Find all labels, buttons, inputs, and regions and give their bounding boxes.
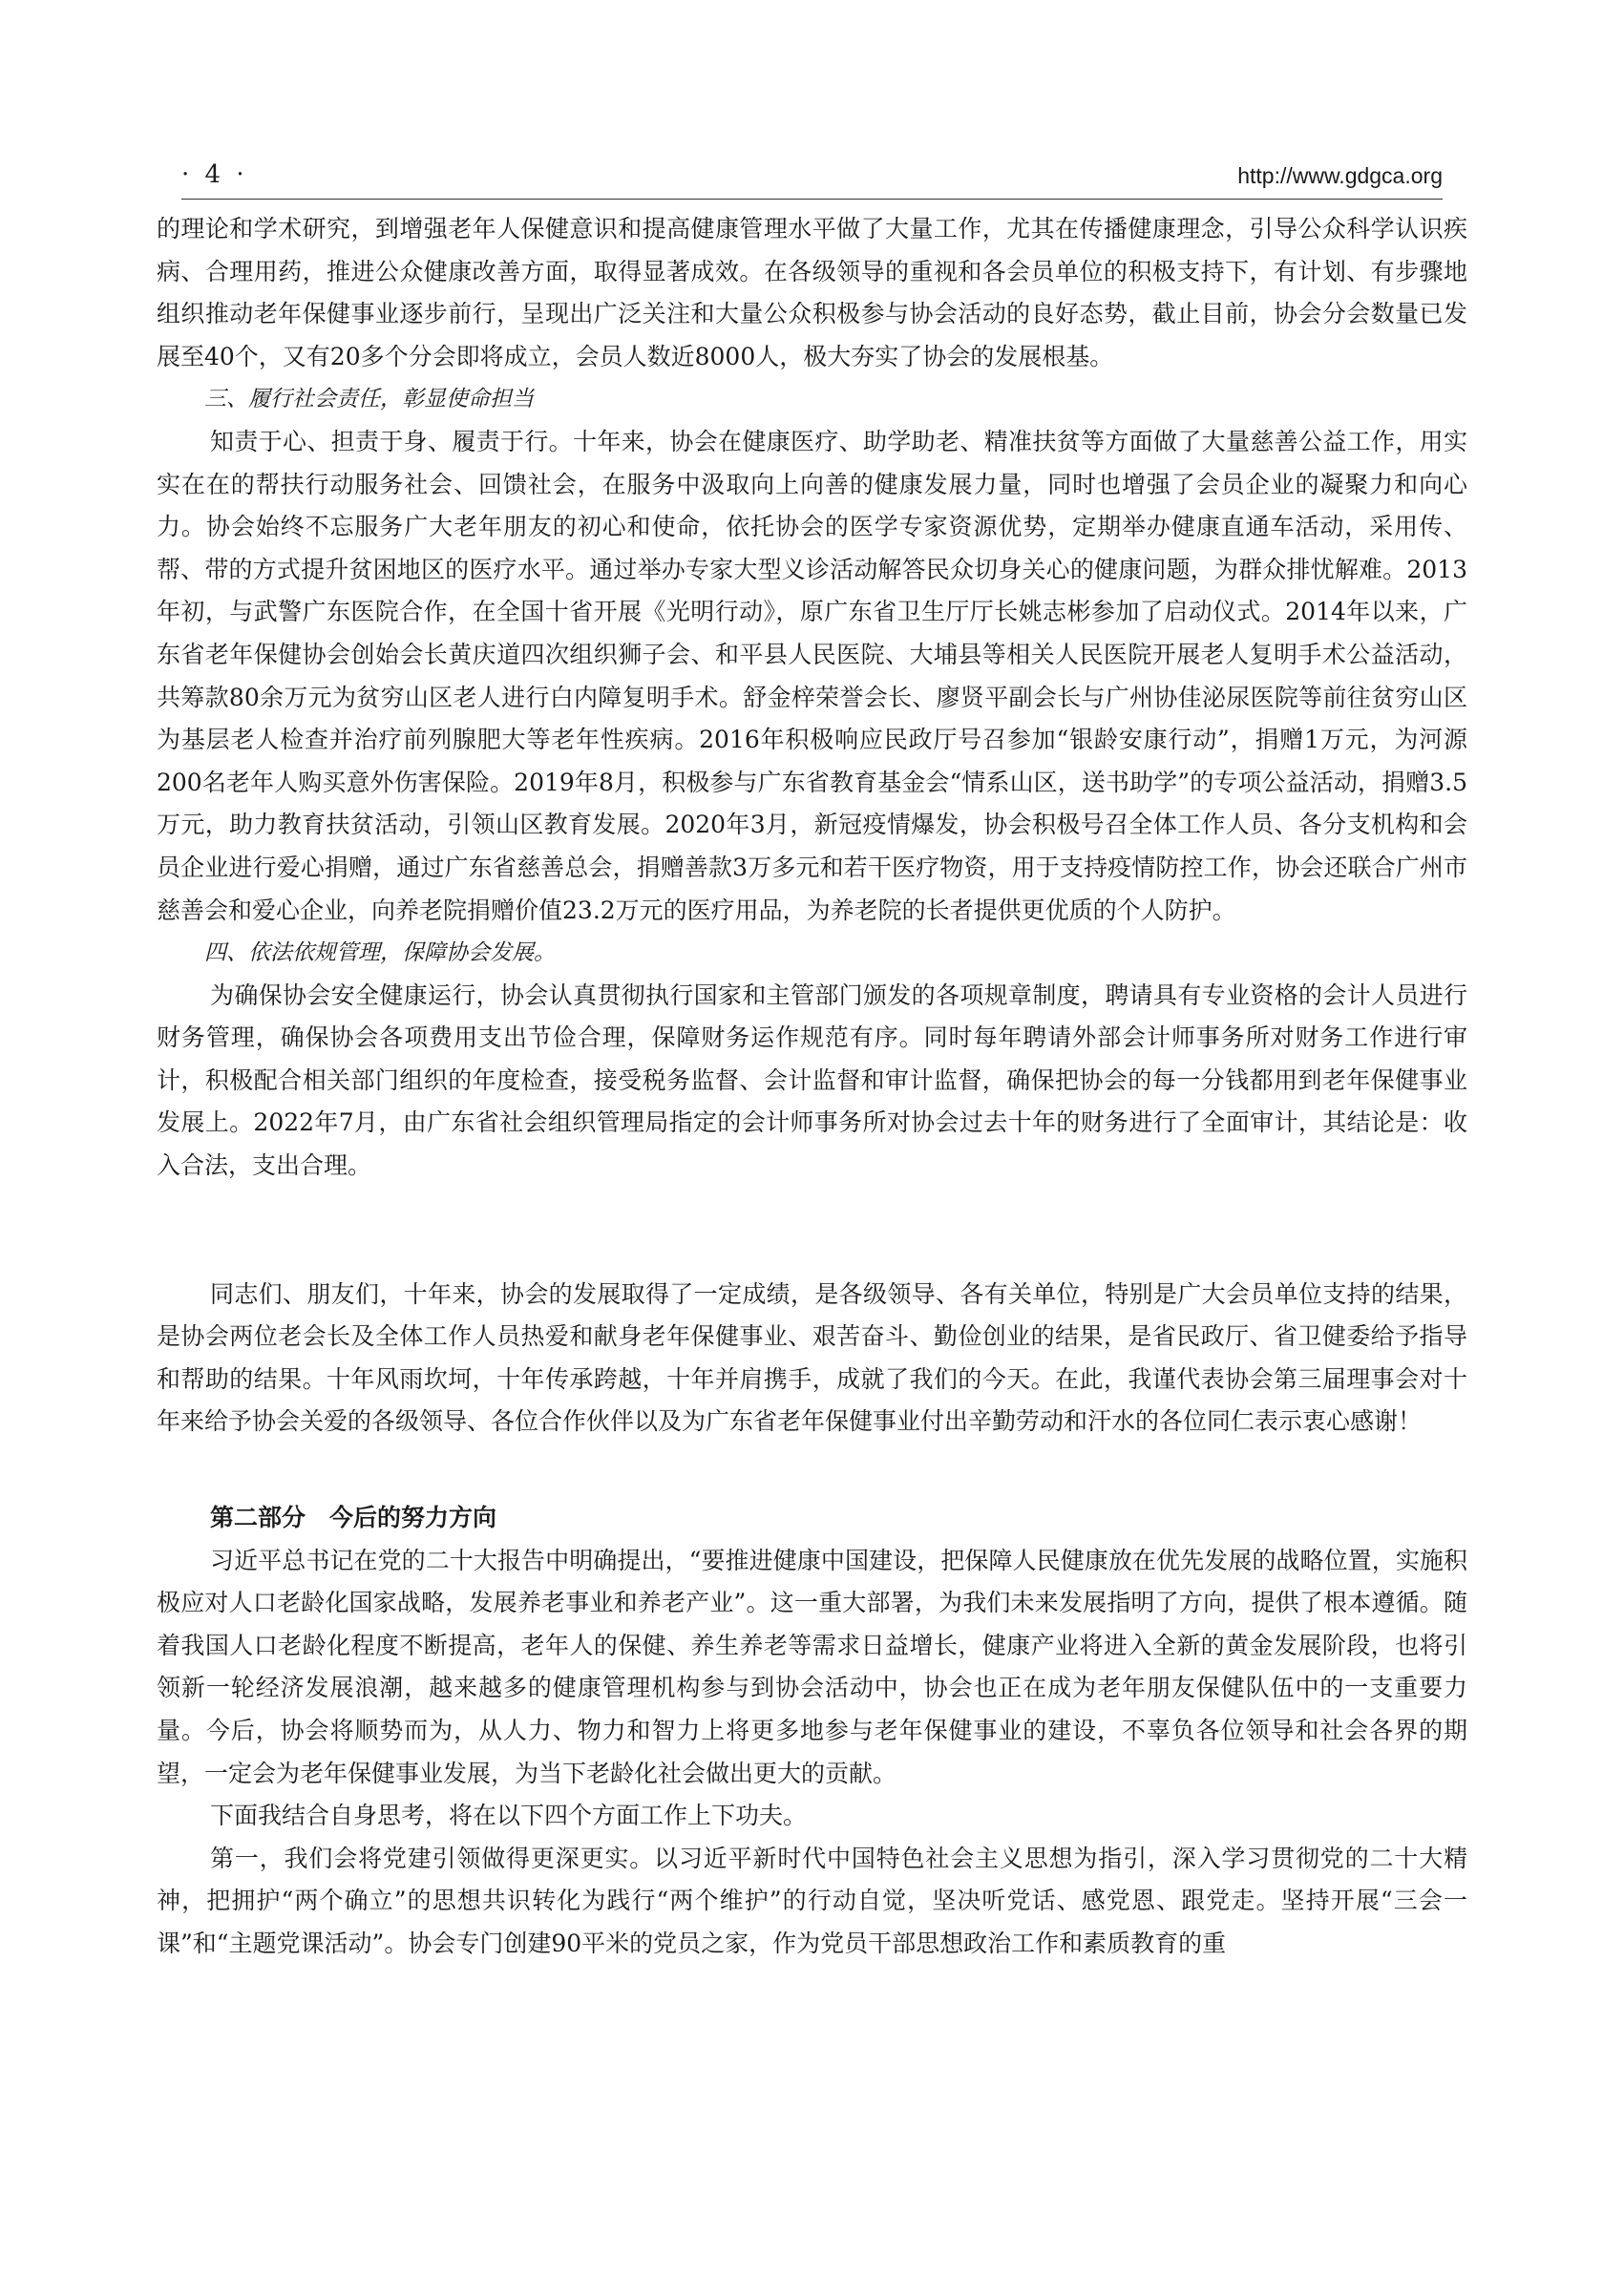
- paragraph-acknowledgement: 同志们、朋友们，十年来，协会的发展取得了一定成绩，是各级领导、各有关单位，特别是广大会员单位支持的结果，是协会两位老会长及全体工作人员热爱和献身老年保健事业、艰苦奋斗、勤俭创业的结果，是省民政厅、省卫健委给予指导和帮助的结果。十年风雨坎坷，十年传承跨越，十年并肩携手，成就了我们的今天。在此，我谨代表协会第三届理事会对十年来给予协会关爱的各级领导、各位合作伙伴以及为广东省老年保健事业付出辛勤劳动和汗水的各位同仁表示衷心感谢！: [157, 1279, 1467, 1436]
- article-body: [157, 208, 1467, 1966]
- paragraph-social-responsibility: 知责于心、担责于身、履责于行。十年来，协会在健康医疗、助学助老、精准扶贫等方面做了大量慈善公益工作，用实实在在的帮扶行动服务社会、回馈社会，在服务中汲取向上向善的健康发展力量，同时也增强了会员企业的凝聚力和向心力。协会始终不忘服务广大老年朋友的初心和使命，依托协会的医学专家资源优势，定期举办健康直通车活动，采用传、帮、带的方式提升贫困地区的医疗水平。通过举办专家大型义诊活动解答民众切身关心的健康问题，为群众排忧解难。2013年初，与武警广东医院合作，在全国十省开展《光明行动》，原广东省卫生厅厅长姚志彬参加了启动仪式。2014年以来，广东省老年保健协会创始会长黄庆道四次组织狮子会、和平县人民医院、大埔县等相关人民医院开展老人复明手术公益活动，共筹款80余万元为贫穷山区老人进行白内障复明手术。舒金梓荣誉会长、廖贤平副会长与广州协佳泌尿医院等前往贫穷山区为基层老人检查并治疗前列腺肥大等老年性疾病。2016年积极响应民政厅号召参加“银龄安康行动”，捐赠1万元，为河源200名老年人购买意外伤害保险。2019年8月，积极参与广东省教育基金会“情系山区，送书助学”的专项公益活动，捐赠3.5万元，助力教育扶贫活动，引领山区教育发展。2020年3月，新冠疫情爆发，协会积极号召全体工作人员、各分支机构和会员企业进行爱心捐赠，通过广东省慈善总会，捐赠善款3万多元和若干医疗物资，用于支持疫情防控工作，协会还联合广州市慈善会和爱心企业，向养老院捐赠价值23.2万元的医疗用品，为养老院的长者提供更优质的个人防护。: [157, 427, 1467, 924]
- section-heading-3: 三、履行社会责任，彰显使命担当: [204, 387, 534, 412]
- page-number: · 4 ·: [181, 160, 248, 189]
- paragraph-future-direction: 习近平总书记在党的二十大报告中明确提出，“要推进健康中国建设，把保障人民健康放在优先发展的战略位置，实施积极应对人口老龄化国家战略，发展养老事业和养老产业”。这一重大部署，为我们未来发展指明了方向，提供了根本遵循。随着我国人口老龄化程度不断提高，老年人的保健、养生养老等需求日益增长，健康产业将进入全新的黄金发展阶段，也将引领新一轮经济发展浪潮，越来越多的健康管理机构参与到协会活动中，协会也正在成为老年朋友保健队伍中的一支重要力量。今后，协会将顺势而为，从人力、物力和智力上将更多地参与老年保健事业的建设，不辜负各位领导和社会各界的期望，一定会为老年保健事业发展，为当下老龄化社会做出更大的贡献。: [157, 1546, 1467, 1787]
- spacer: [157, 1444, 1467, 1497]
- paragraph-party-building: 第一，我们会将党建引领做得更深更实。以习近平新时代中国特色社会主义思想为指引，深入学习贯彻党的二十大精神，把拥护“两个确立”的思想共识转化为践行“两个维护”的行动自觉，坚决听党话、感党恩、跟党走。坚持开展“三会一课”和“主题党课活动”。协会专门创建90平米的党员之家，作为党员干部思想政治工作和素质教育的重: [157, 1844, 1467, 1957]
- paragraph-compliance: 为确保协会安全健康运行，协会认真贯彻执行国家和主管部门颁发的各项规章制度，聘请具有专业资格的会计人员进行财务管理，确保协会各项费用支出节俭合理，保障财务运作规范有序。同时每年聘请外部会计师事务所对财务工作进行审计，积极配合相关部门组织的年度检查，接受税务监督、会计监督和审计监督，确保把协会的每一分钱都用到老年保健事业发展上。2022年7月，由广东省社会组织管理局指定的会计师事务所对协会过去十年的财务进行了全面审计，其结论是：收入合法，支出合理。: [157, 981, 1467, 1180]
- part-two-title: 第二部分 今后的努力方向: [210, 1504, 497, 1532]
- website-url: http://www.gdgca.org: [1237, 163, 1443, 188]
- spacer: [157, 1188, 1467, 1274]
- paragraph-four-aspects: 下面我结合自身思考，将在以下四个方面工作上下功夫。: [210, 1802, 808, 1830]
- section-heading-4: 四、依法依规管理，保障协会发展。: [204, 940, 556, 966]
- page-header: [181, 143, 1443, 200]
- paragraph-continued: 的理论和学术研究，到增强老年人保健意识和提高健康管理水平做了大量工作，尤其在传播健康理念，引导公众科学认识疾病、合理用药，推进公众健康改善方面，取得显著成效。在各级领导的重视和各会员单位的积极支持下，有计划、有步骤地组织推动老年保健事业逐步前行，呈现出广泛关注和大量公众积极参与协会活动的良好态势，截止目前，协会分会数量已发展至40个，又有20多个分会即将成立，会员人数近8000人，极大夯实了协会的发展根基。: [157, 215, 1467, 370]
